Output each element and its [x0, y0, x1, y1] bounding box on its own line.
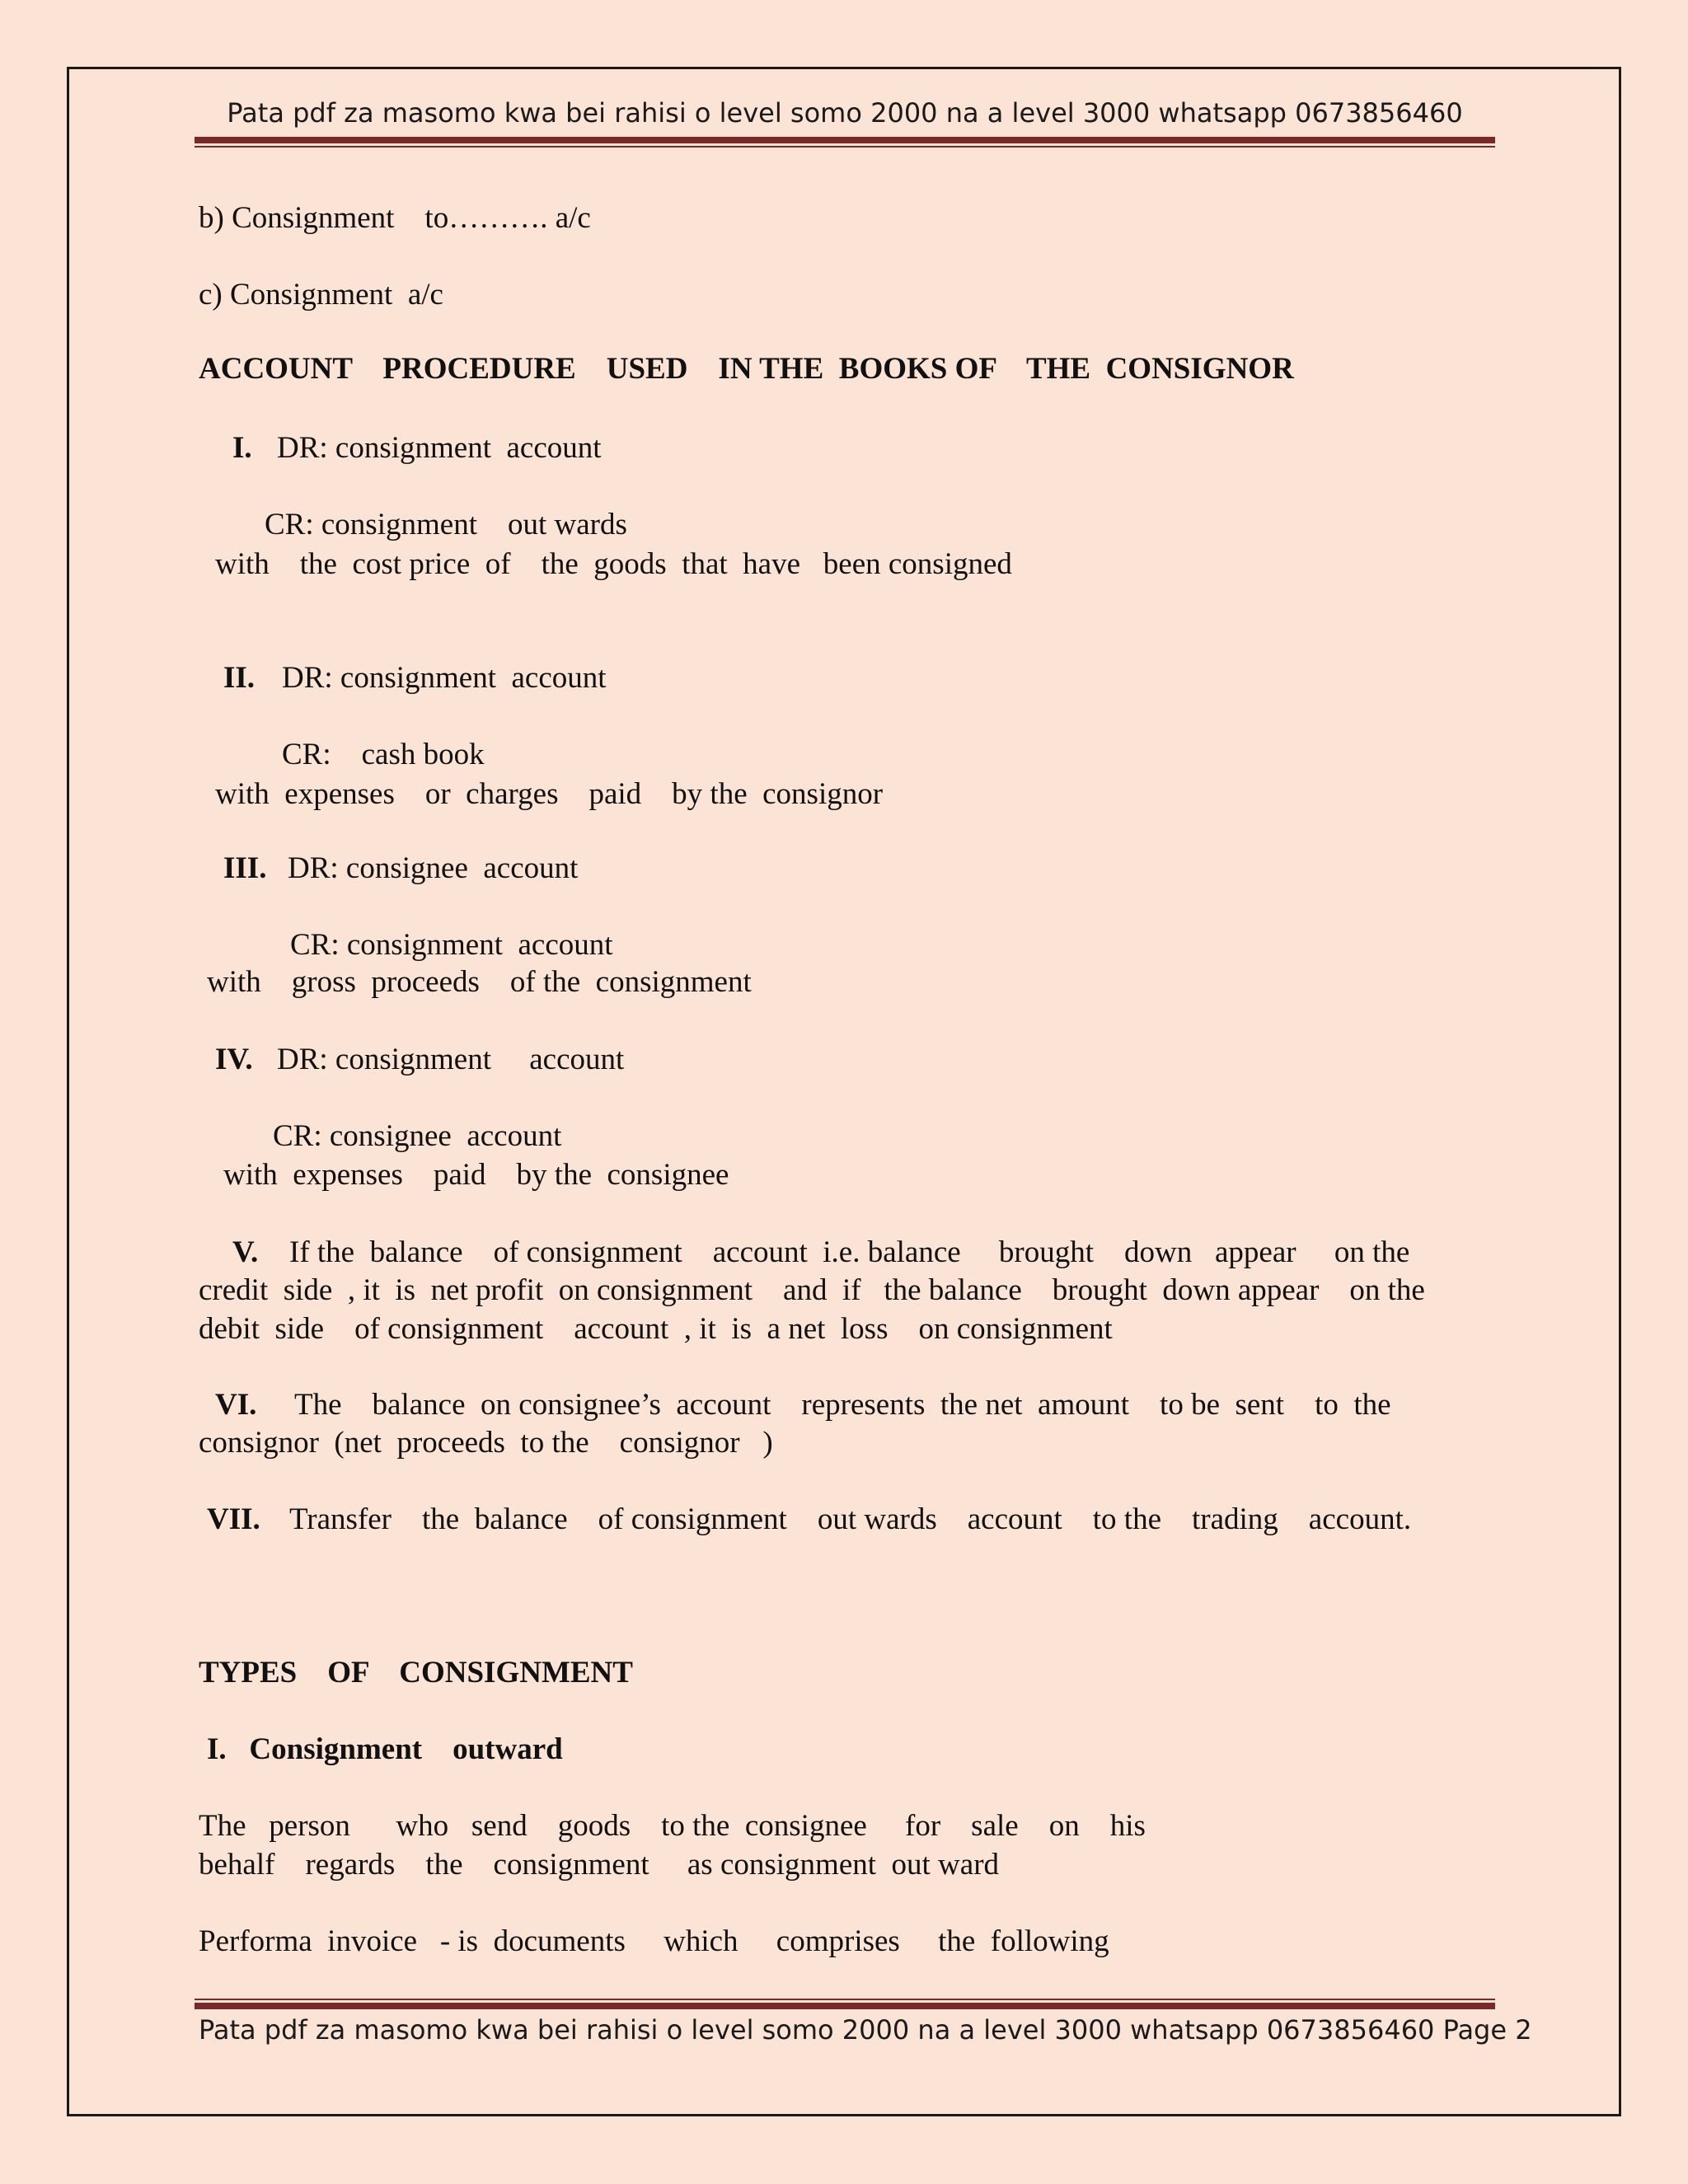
item-4-debit: DR: consignment account	[277, 1043, 625, 1076]
performa-invoice-line: Performa invoice - is documents which comprises the following	[199, 1924, 1109, 1958]
item-5-line-3: debit side of consignment account , it is a net loss on consignment	[199, 1312, 1113, 1346]
page-footer: Pata pdf za masomo kwa bei rahisi o level somo 2000 na a level 3000 whatsapp 0673856460 Page 2	[199, 2014, 1532, 2046]
types-paragraph-line-2: behalf regards the consignment as consignment out ward	[199, 1848, 1000, 1882]
types-paragraph-line-1: The person who send goods to the consignee for sale on his	[199, 1809, 1146, 1843]
item-6-number: VI.	[215, 1388, 257, 1422]
item-7-number: VII.	[207, 1502, 260, 1536]
item-2-debit: DR: consignment account	[282, 661, 607, 695]
item-4-number: IV.	[215, 1043, 253, 1076]
item-3-debit: DR: consignee account	[288, 851, 579, 885]
item-5-line-2: credit side , it is net profit on consignment and if the balance brought down appear on the	[199, 1273, 1425, 1307]
item-1-note: with the cost price of the goods that have been consigned	[215, 547, 1012, 581]
item-7-line-1: Transfer the balance of consignment out wards account to the trading account.	[289, 1502, 1412, 1536]
item-2-note: with expenses or charges paid by the consignor	[215, 777, 884, 811]
item-1-credit: CR: consignment out wards	[265, 508, 627, 541]
page-header: Pata pdf za masomo kwa bei rahisi o level somo 2000 na a level 3000 whatsapp 0673856460	[227, 97, 1463, 129]
footer-rule	[195, 2003, 1495, 2009]
item-5-line-1: If the balance of consignment account i.e. balance brought down appear on the	[289, 1235, 1410, 1269]
procedure-heading: ACCOUNT PROCEDURE USED IN THE BOOKS OF THE CONSIGNOR	[199, 352, 1294, 386]
item-4-note: with expenses paid by the consignee	[223, 1158, 729, 1192]
types-subheading: I. Consignment outward	[207, 1732, 563, 1766]
types-heading: TYPES OF CONSIGNMENT	[199, 1656, 633, 1690]
item-4-credit: CR: consignee account	[273, 1119, 562, 1153]
intro-b: b) Consignment to………. a/c	[199, 201, 591, 235]
header-rule	[195, 137, 1495, 143]
item-1-number: I.	[232, 431, 252, 465]
header-rule-thin	[195, 146, 1495, 148]
footer-rule-thin	[195, 1999, 1495, 2000]
item-5-number: V.	[232, 1235, 259, 1269]
item-3-credit: CR: consignment account	[290, 928, 613, 962]
item-3-note: with gross proceeds of the consignment	[207, 965, 752, 999]
item-2-number: II.	[223, 661, 256, 695]
intro-c: c) Consignment a/c	[199, 278, 443, 312]
item-1-debit: DR: consignment account	[277, 431, 602, 465]
item-6-line-1: The balance on consignee’s account represents the net amount to be sent to the	[294, 1388, 1391, 1422]
item-2-credit: CR: cash book	[282, 738, 485, 771]
item-3-number: III.	[223, 851, 267, 885]
item-6-line-2: consignor (net proceeds to the consignor )	[199, 1426, 773, 1460]
